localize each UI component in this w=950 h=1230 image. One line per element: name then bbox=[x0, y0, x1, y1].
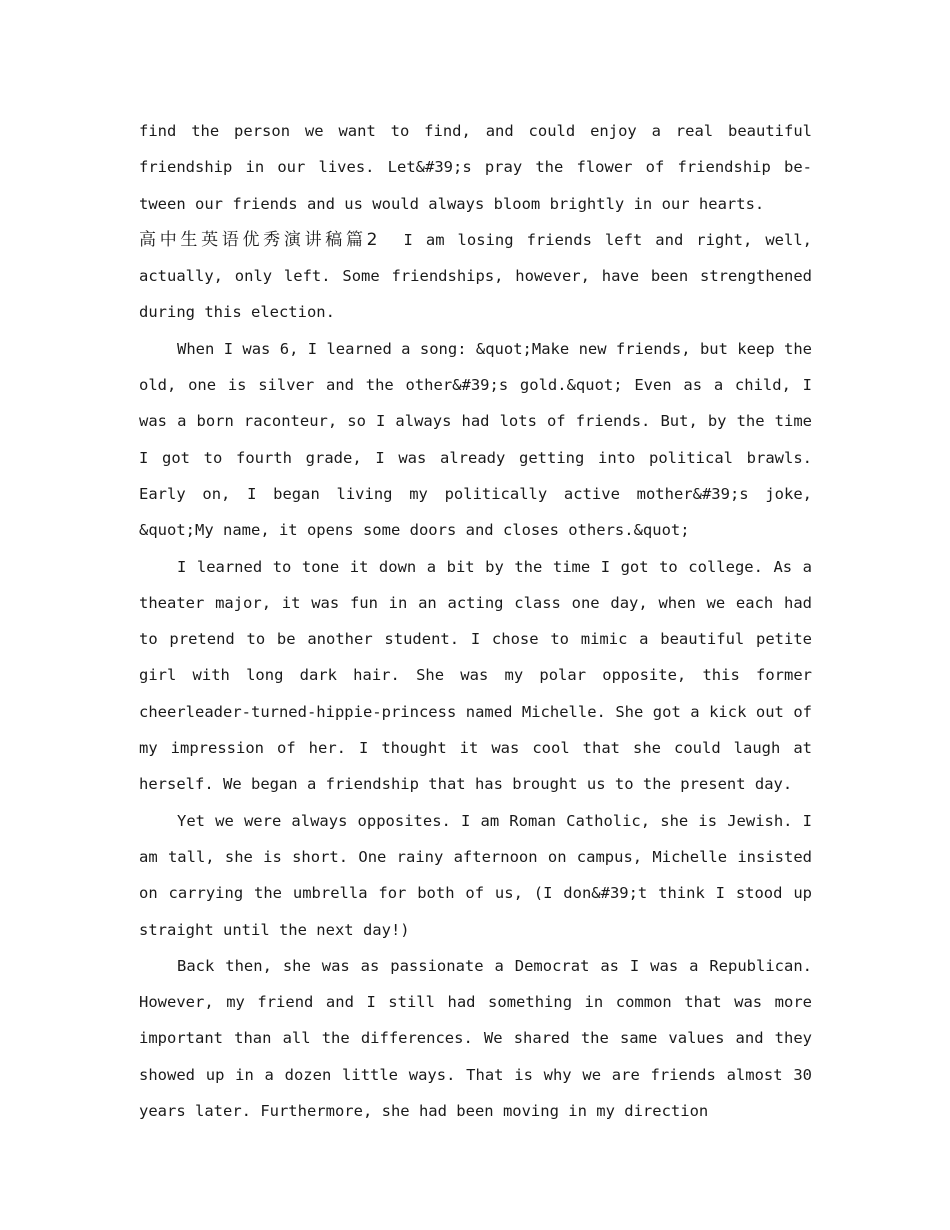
paragraph: Back then, she was as passionate a Democrat as I was a Republican. However, my friend and I still had something in common that was more important than all the differences. We shared the same values and they showed up in a dozen little ways. That is why we are friends almost 30 years later. Furthermore, she had been moving in my direction bbox=[139, 956, 812, 1121]
paragraph-intro: I am losing friends left and right, well, actually, only left. Some friendships, however, have been strengthened during this election. bbox=[139, 230, 812, 322]
paragraph: When I was 6, I learned a song: &quot;Make new friends, but keep the old, one is silver and the other&#39;s gold.&quot; Even as a child, I was a born raconteur, so I always had lots of friends. But, by the time I got to fourth grade, I was already getting into political brawls. Early on, I began living my politically active mother&#39;s joke, &quot;My name, it opens some doors and closes others.&quot; bbox=[139, 339, 812, 540]
section-heading-paragraph bbox=[139, 222, 812, 331]
paragraph: I learned to tone it down a bit by the time I got to college. As a theater major, it was fun in an acting class one day, when we each had to pretend to be another student. I chose to mimic a beautiful petite girl with long dark hair. She was my polar opposite, this former cheerleader-turned-hippie-princess named Michelle. She got a kick out of my impression of her. I thought it was cool that she could laugh at herself. We began a friendship that has brought us to the present day. bbox=[139, 557, 812, 794]
section-heading: 高中生英语优秀演讲稿篇2 bbox=[139, 229, 378, 250]
paragraph: Yet we were always opposites. I am Roman Catholic, she is Jewish. I am tall, she is short. One rainy afternoon on campus, Michelle insisted on carrying the umbrella for both of us, (I don&#39;t think I stood up straight until the next day!) bbox=[139, 811, 812, 939]
document-body bbox=[139, 113, 812, 1129]
paragraph-continuation: find the person we want to find, and could enjoy a real beautiful friendship in our lives. Let&#39;s pray the flower of friendship be- tween our friends and us would always bloom brightly in our hearts. bbox=[139, 122, 812, 213]
